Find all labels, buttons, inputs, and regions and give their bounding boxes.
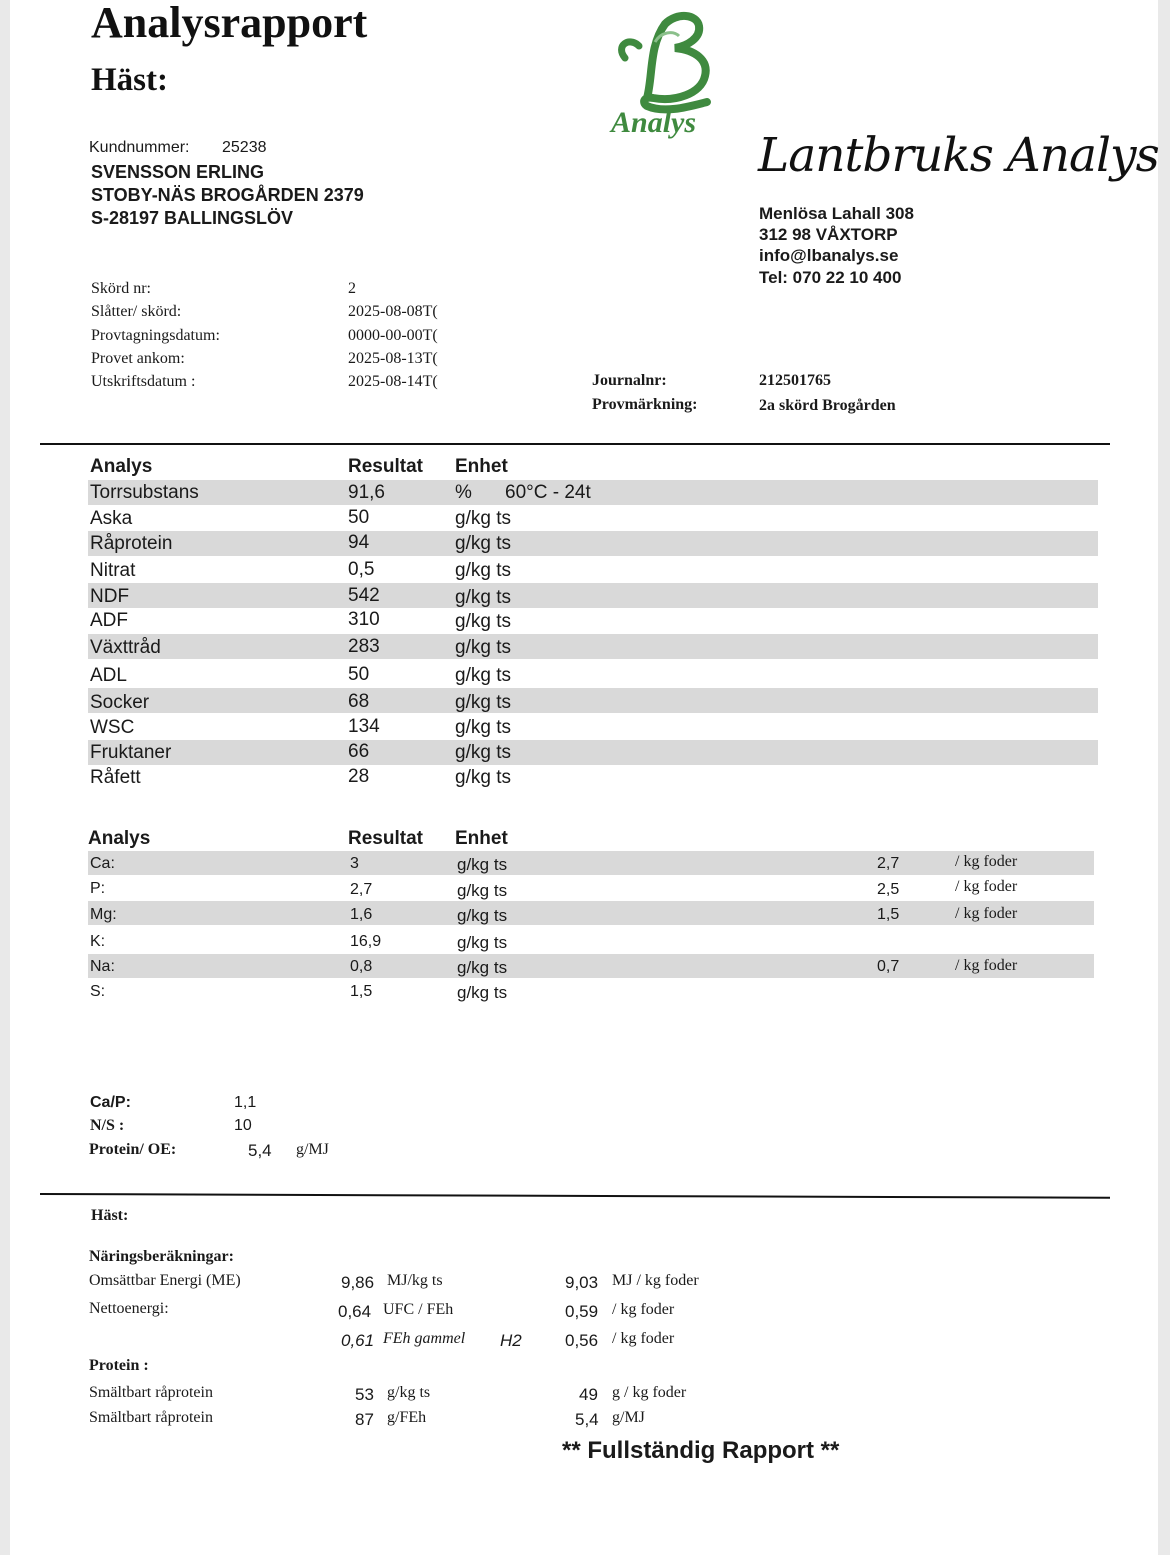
table2-row-name: Na: <box>90 958 115 975</box>
info-value: 0000-00-00T( <box>348 327 438 344</box>
ne-feed-unit: / kg foder <box>612 1301 675 1318</box>
table1-row-unit: g/kg ts <box>455 665 511 686</box>
table1-row-unit: g/kg ts <box>455 560 511 581</box>
table1-row-value: 94 <box>348 532 370 553</box>
table1-row-name: Råfett <box>90 767 141 788</box>
table1-row-value: 50 <box>348 664 370 685</box>
table1-row-name: Nitrat <box>90 560 136 581</box>
report-page <box>10 0 1158 1555</box>
divider <box>40 443 1110 445</box>
table2-row-feed: 2,5 <box>877 881 900 898</box>
table1-row-value: 0,5 <box>348 559 375 580</box>
table1-row-value: 542 <box>348 585 380 606</box>
table2-header-enhet: Enhet <box>455 828 508 849</box>
table1-row-unit: g/kg ts <box>455 742 511 763</box>
n-s-label: N/S : <box>90 1117 125 1134</box>
table1-row-name: NDF <box>90 586 130 607</box>
feh-feed-value: 0,56 <box>565 1331 599 1350</box>
provmarkning-label: Provmärkning: <box>592 396 698 413</box>
nutrition-heading: Näringsberäkningar: <box>89 1248 234 1265</box>
me-value: 9,86 <box>341 1273 375 1292</box>
table1-row-unit: g/kg ts <box>455 717 511 738</box>
table2-row-name: S: <box>90 983 106 1000</box>
table2-row-name: K: <box>90 933 106 950</box>
n-s-value: 10 <box>234 1117 252 1134</box>
table2-row-name: Mg: <box>90 906 117 923</box>
table1-row-unit: g/kg ts <box>455 587 511 608</box>
sp1-value: 53 <box>355 1385 374 1404</box>
table1-row-unit: % <box>455 482 472 503</box>
info-value: 2025-08-13T( <box>348 350 438 367</box>
table2-row-feed: 0,7 <box>877 958 900 975</box>
table2-row-value: 16,9 <box>350 933 382 950</box>
table1-row-name: Torrsubstans <box>90 482 199 503</box>
table2-row-value: 3 <box>350 855 359 872</box>
me-unit: MJ/kg ts <box>387 1272 443 1289</box>
info-label: Provet ankom: <box>91 350 185 367</box>
table2-row-value: 1,5 <box>350 983 373 1000</box>
row-band <box>88 740 1098 765</box>
row-band <box>88 851 1094 875</box>
sp2-unit: g/FEh <box>387 1409 427 1426</box>
customer-number: 25238 <box>222 139 267 156</box>
report-title: Analysrapport <box>91 0 368 47</box>
protein-oe-label: Protein/ OE: <box>89 1141 177 1158</box>
full-report-label: ** Fullständig Rapport ** <box>562 1437 840 1464</box>
journal-label: Journalnr: <box>592 372 667 389</box>
contact-email: info@lbanalys.se <box>759 246 899 265</box>
table2-row-unit: g/kg ts <box>457 855 508 874</box>
table1-row-unit: g/kg ts <box>455 637 511 658</box>
table2-row-feed-unit: / kg foder <box>955 905 1018 922</box>
table1-row-name: Fruktaner <box>90 742 172 763</box>
table2-row-value: 1,6 <box>350 906 373 923</box>
info-value: 2025-08-08T( <box>348 303 438 320</box>
sp2-label: Smältbart råprotein <box>89 1409 213 1426</box>
table2-row-unit: g/kg ts <box>457 983 508 1002</box>
customer-name: SVENSSON ERLING <box>91 162 265 182</box>
table1-row-unit: g/kg ts <box>455 692 511 713</box>
contact-address1: Menlösa Lahall 308 <box>759 204 914 223</box>
table2-row-unit: g/kg ts <box>457 906 508 925</box>
table1-row-value: 68 <box>348 691 370 712</box>
table1-row-name: Råprotein <box>90 533 173 554</box>
table1-row-value: 310 <box>348 609 380 630</box>
table1-row-name: ADL <box>90 665 127 686</box>
divider <box>40 1193 1110 1199</box>
sp2-feed-value: 5,4 <box>575 1410 599 1429</box>
customer-address1: STOBY-NÄS BROGÅRDEN 2379 <box>91 185 364 205</box>
me-feed-value: 9,03 <box>565 1273 599 1292</box>
ne-value: 0,64 <box>338 1302 372 1321</box>
horse-heading: Häst: <box>91 1207 129 1224</box>
row-band <box>88 688 1098 713</box>
info-label: Utskriftsdatum : <box>91 373 196 390</box>
row-band <box>88 480 1098 505</box>
table2-header-resultat: Resultat <box>348 828 423 849</box>
table2-row-feed: 1,5 <box>877 906 900 923</box>
info-label: Slåtter/ skörd: <box>91 303 182 320</box>
protein-oe-value: 5,4 <box>248 1141 272 1160</box>
journal-number: 212501765 <box>759 372 831 389</box>
row-band <box>88 531 1098 556</box>
ne-feed-value: 0,59 <box>565 1302 599 1321</box>
table1-row-unit: g/kg ts <box>455 767 511 788</box>
table2-row-feed-unit: / kg foder <box>955 957 1018 974</box>
brand-name: Lantbruks Analys <box>758 128 1159 183</box>
table2-header-analys: Analys <box>88 828 151 849</box>
table2-row-feed-unit: / kg foder <box>955 853 1018 870</box>
table2-row-unit: g/kg ts <box>457 958 508 977</box>
row-band <box>88 634 1098 659</box>
table1-row-unit: g/kg ts <box>455 533 511 554</box>
contact-address2: 312 98 VÅXTORP <box>759 225 898 244</box>
row-band <box>88 583 1098 608</box>
table2-row-name: P: <box>90 880 106 897</box>
row-band <box>88 954 1094 978</box>
table2-row-value: 2,7 <box>350 881 373 898</box>
table1-row-note: 60°C - 24t <box>505 482 591 503</box>
lb-logo <box>595 6 735 140</box>
protein-oe-unit: g/MJ <box>296 1141 329 1158</box>
table1-row-name: ADF <box>90 610 128 631</box>
table2-row-unit: g/kg ts <box>457 881 508 900</box>
ne-unit: UFC / FEh <box>383 1301 454 1318</box>
sp1-label: Smältbart råprotein <box>89 1384 213 1401</box>
report-subtitle: Häst: <box>91 62 168 98</box>
table1-row-value: 28 <box>348 766 370 787</box>
table1-row-unit: g/kg ts <box>455 611 511 632</box>
table2-row-name: Ca: <box>90 855 115 872</box>
table1-header-resultat: Resultat <box>348 456 423 477</box>
logo-word: Analys <box>611 106 697 139</box>
table1-row-name: WSC <box>90 717 135 738</box>
feh-unit: FEh gammel <box>383 1330 466 1347</box>
table1-row-name: Växttråd <box>90 637 161 658</box>
table1-row-value: 91,6 <box>348 482 385 503</box>
sp1-unit: g/kg ts <box>387 1384 431 1401</box>
table1-row-value: 66 <box>348 741 370 762</box>
contact-phone: Tel: 070 22 10 400 <box>759 268 902 287</box>
table2-row-value: 0,8 <box>350 958 373 975</box>
table1-header-analys: Analys <box>90 456 153 477</box>
feh-h2: H2 <box>500 1331 522 1350</box>
feh-value: 0,61 <box>341 1331 375 1350</box>
info-label: Provtagningsdatum: <box>91 327 220 344</box>
sp2-value: 87 <box>355 1410 374 1429</box>
lb-logo-icon <box>595 6 735 140</box>
table1-row-value: 134 <box>348 716 380 737</box>
table1-row-value: 50 <box>348 507 370 528</box>
customer-number-label: Kundnummer: <box>89 139 190 156</box>
info-value: 2025-08-14T( <box>348 373 438 390</box>
ca-p-value: 1,1 <box>234 1094 257 1111</box>
sp2-feed-unit: g/MJ <box>612 1409 645 1426</box>
row-band <box>88 901 1094 925</box>
info-value: 2 <box>348 280 356 297</box>
provmarkning-value: 2a skörd Brogården <box>759 397 896 414</box>
table2-row-unit: g/kg ts <box>457 933 508 952</box>
table1-header-enhet: Enhet <box>455 456 508 477</box>
table1-row-name: Socker <box>90 692 150 713</box>
table1-row-name: Aska <box>90 508 133 529</box>
customer-address2: S-28197 BALLINGSLÖV <box>91 208 294 228</box>
ca-p-label: Ca/P: <box>90 1094 131 1111</box>
protein-heading: Protein : <box>89 1357 149 1374</box>
sp1-feed-unit: g / kg foder <box>612 1384 687 1401</box>
feh-feed-unit: / kg foder <box>612 1330 675 1347</box>
table1-row-value: 283 <box>348 636 380 657</box>
ne-label: Nettoenergi: <box>89 1300 169 1317</box>
me-feed-unit: MJ / kg foder <box>612 1272 699 1289</box>
table2-row-feed: 2,7 <box>877 855 900 872</box>
info-label: Skörd nr: <box>91 280 151 297</box>
me-label: Omsättbar Energi (ME) <box>89 1272 241 1289</box>
table1-row-unit: g/kg ts <box>455 508 511 529</box>
sp1-feed-value: 49 <box>579 1385 598 1404</box>
table2-row-feed-unit: / kg foder <box>955 878 1018 895</box>
